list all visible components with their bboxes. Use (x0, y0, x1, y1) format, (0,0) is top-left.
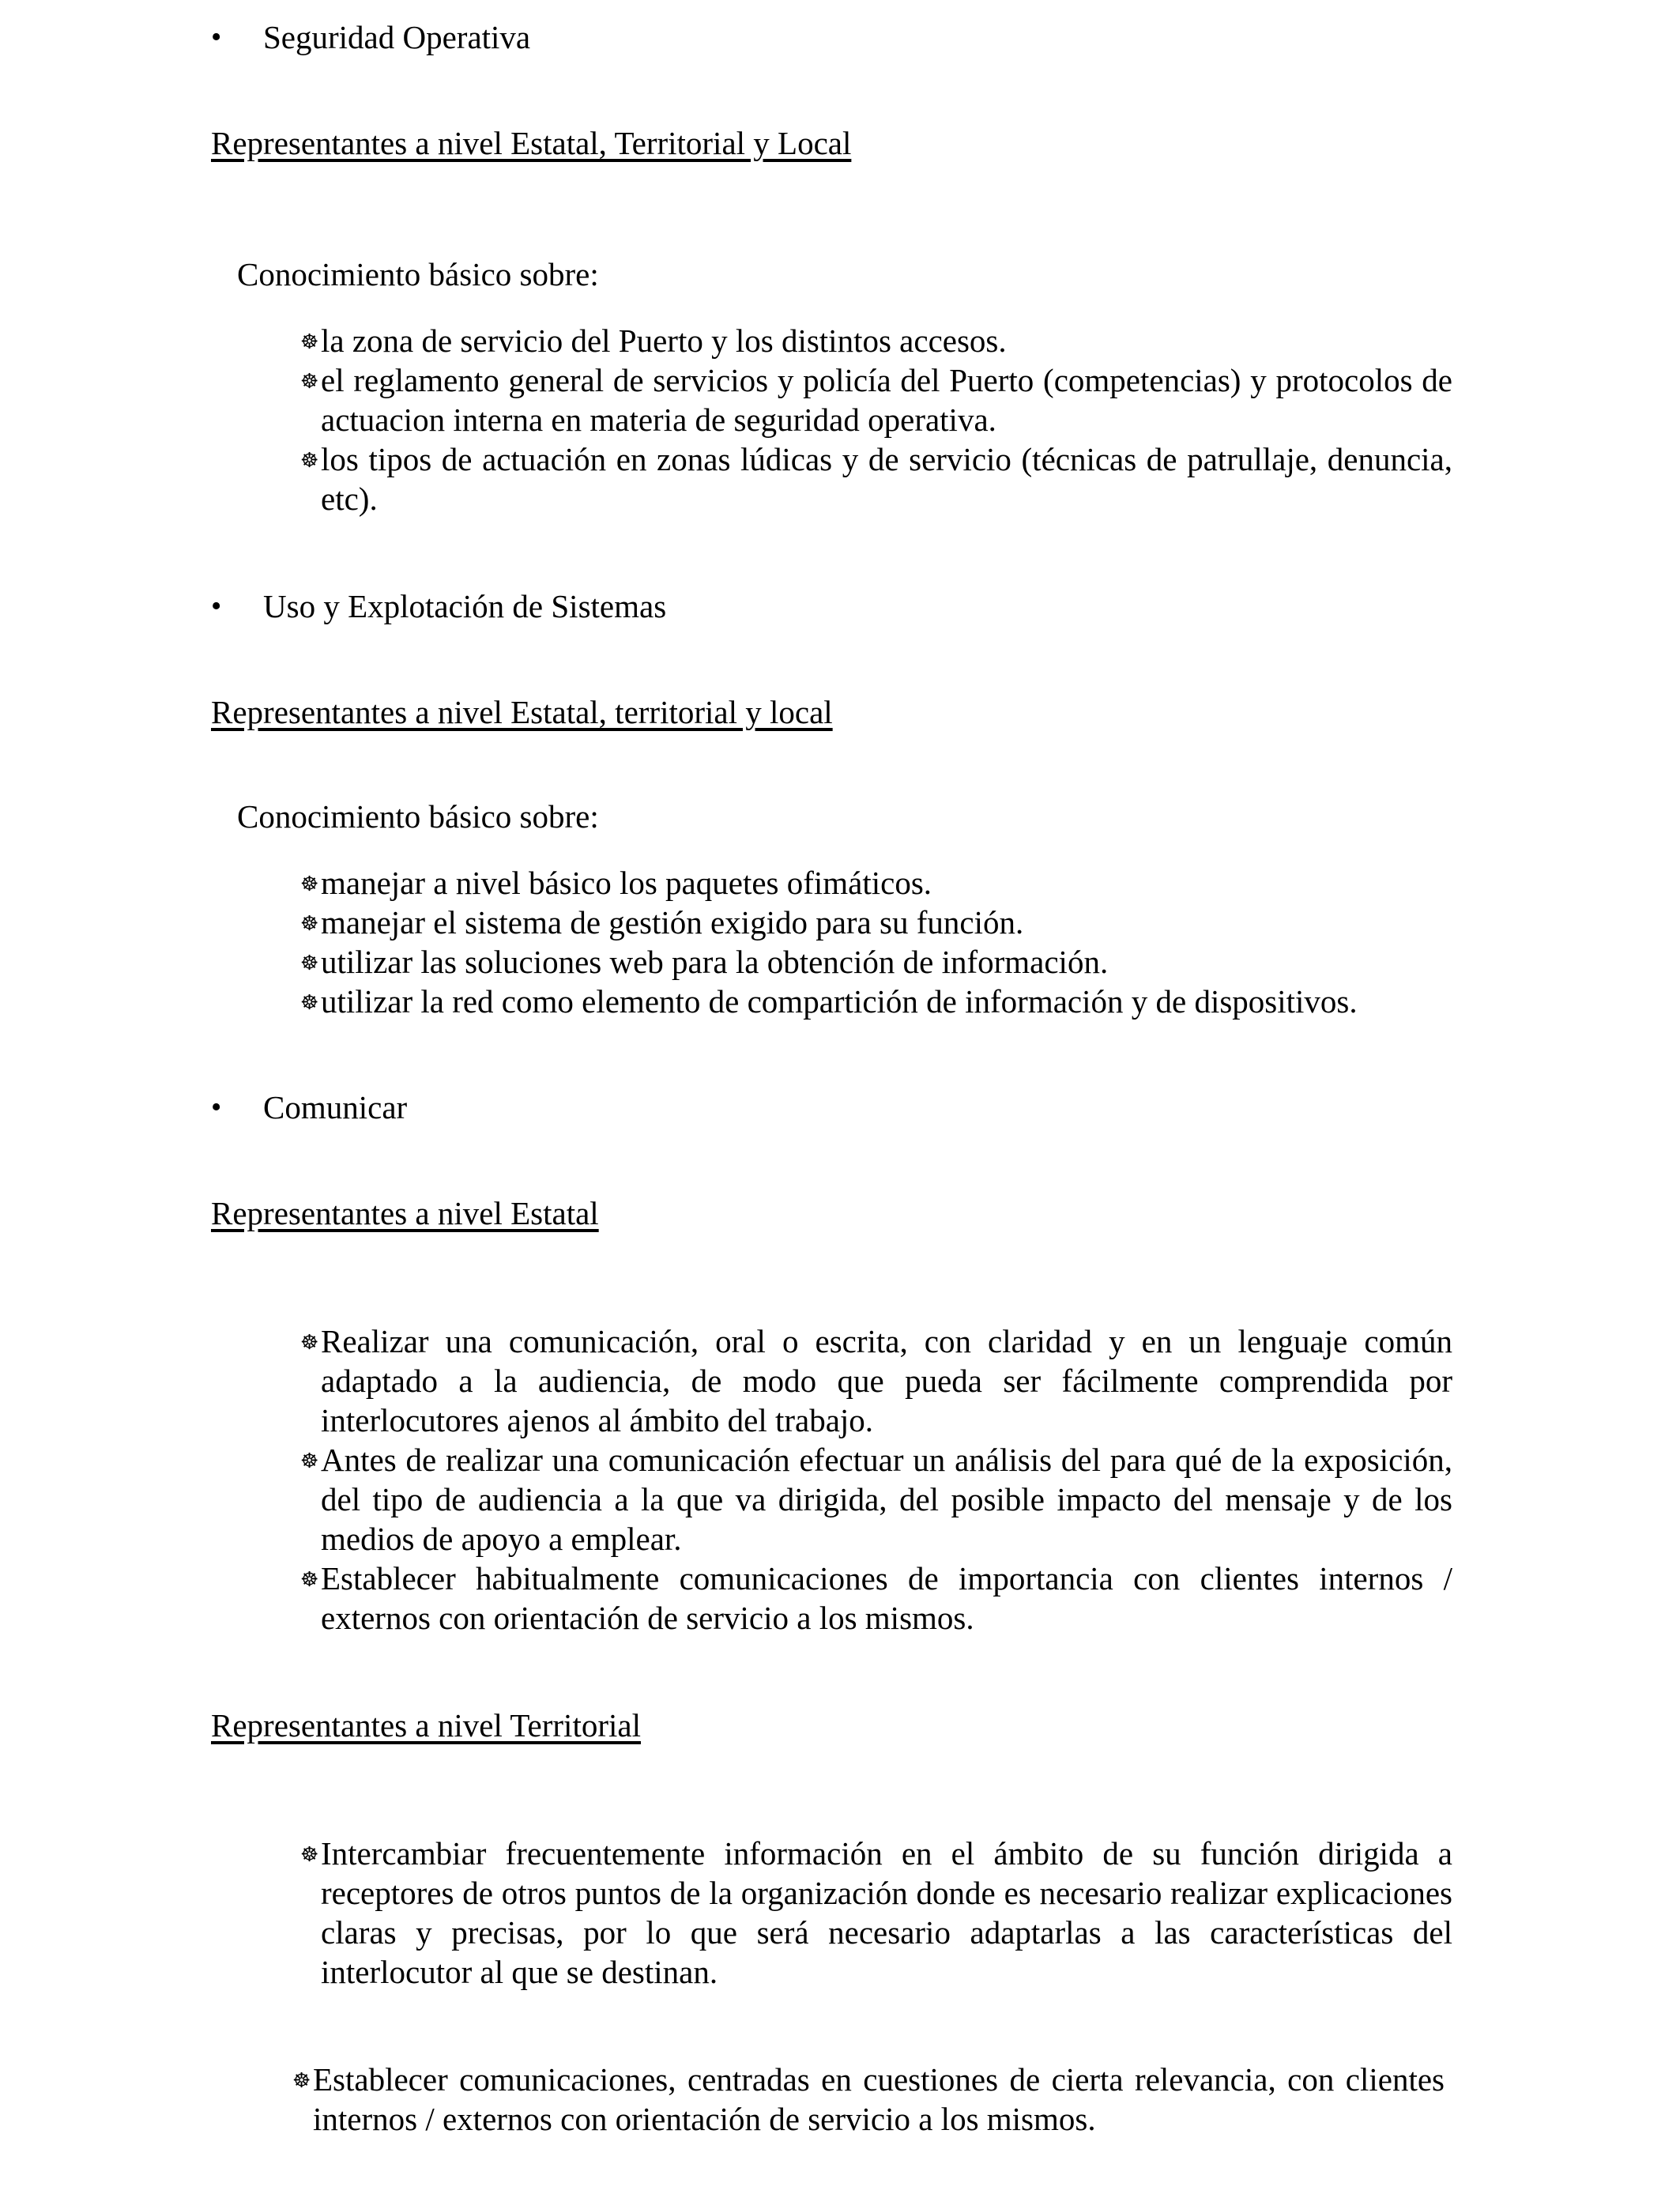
bullet-dot: • (211, 590, 222, 623)
item-symbol: ☸ (300, 1568, 319, 1592)
item-symbol: ☸ (300, 912, 319, 936)
item-symbol: ☸ (300, 991, 319, 1015)
list-item (300, 1559, 1452, 1638)
list-item (300, 439, 1452, 518)
group-heading: Representantes a nivel Estatal (211, 1195, 599, 1231)
item-text: Intercambiar frecuentemente información en el ámbito de su función dirigida a receptores de otros puntos de la organización donde es necesario realizar explicaciones claras y precisas, por lo que será necesario adaptarlas a las características del interlocutor al que se destinan. (321, 1835, 1452, 1990)
item-text: Establecer comunicaciones, centradas en cuestiones de cierta relevancia, con clientes internos / externos con orientación de servicio a los mismos. (313, 2061, 1445, 2137)
item-text: utilizar las soluciones web para la obtención de información. (321, 944, 1109, 980)
section-title: Comunicar (263, 1089, 408, 1125)
item-text: Realizar una comunicación, oral o escrita, con claridad y en un lenguaje común adaptado a la audiencia, de modo que pueda ser fácilmente comprendida por interlocutores ajenos al ámbito del trabajo. (321, 1323, 1452, 1438)
group-heading: Representantes a nivel Estatal, territorial y local (211, 694, 833, 730)
list-item (300, 942, 1452, 982)
group-intro: Conocimiento básico sobre: (237, 798, 599, 835)
bullet-dot: • (211, 21, 222, 54)
item-text: utilizar la red como elemento de compartición de información y de dispositivos. (321, 983, 1358, 1020)
section-title: Seguridad Operativa (263, 19, 531, 55)
list-item (300, 1834, 1452, 1992)
group-heading: Representantes a nivel Estatal, Territorial y Local (211, 125, 852, 161)
item-text: manejar el sistema de gestión exigido para su función. (321, 904, 1024, 941)
list-item (300, 1440, 1452, 1559)
item-symbol: ☸ (300, 330, 319, 354)
item-text: la zona de servicio del Puerto y los distintos accesos. (321, 322, 1007, 359)
list-item (292, 2060, 1445, 2139)
item-symbol: ☸ (300, 873, 319, 896)
item-text: Establecer habitualmente comunicaciones de importancia con clientes internos / externos con orientación de servicio a los mismos. (321, 1560, 1452, 1636)
group-heading: Representantes a nivel Territorial (211, 1707, 641, 1744)
item-symbol: ☸ (292, 2069, 311, 2093)
item-symbol: ☸ (300, 370, 319, 394)
section-title: Uso y Explotación de Sistemas (263, 588, 667, 624)
list-item (300, 982, 1452, 1021)
list-item (300, 863, 1452, 903)
list-item (300, 360, 1452, 439)
bullet-dot: • (211, 1091, 222, 1124)
item-symbol: ☸ (300, 1331, 319, 1355)
item-symbol: ☸ (300, 952, 319, 975)
item-text: el reglamento general de servicios y policía del Puerto (competencias) y protocolos de actuacion interna en materia de seguridad operativa. (321, 362, 1452, 438)
item-text: Antes de realizar una comunicación efectuar un análisis del para qué de la exposición, del tipo de audiencia a la que va dirigida, del posible impacto del mensaje y de los medios de apoyo a emplear. (321, 1442, 1452, 1557)
list-item (300, 1321, 1452, 1440)
item-text: manejar a nivel básico los paquetes ofimáticos. (321, 865, 932, 901)
list-item (300, 321, 1452, 360)
item-symbol: ☸ (300, 1449, 319, 1473)
item-text: los tipos de actuación en zonas lúdicas y de servicio (técnicas de patrullaje, denuncia, etc). (321, 441, 1452, 517)
list-item (300, 903, 1452, 942)
item-symbol: ☸ (300, 449, 319, 473)
group-intro: Conocimiento básico sobre: (237, 256, 599, 292)
item-symbol: ☸ (300, 1843, 319, 1867)
